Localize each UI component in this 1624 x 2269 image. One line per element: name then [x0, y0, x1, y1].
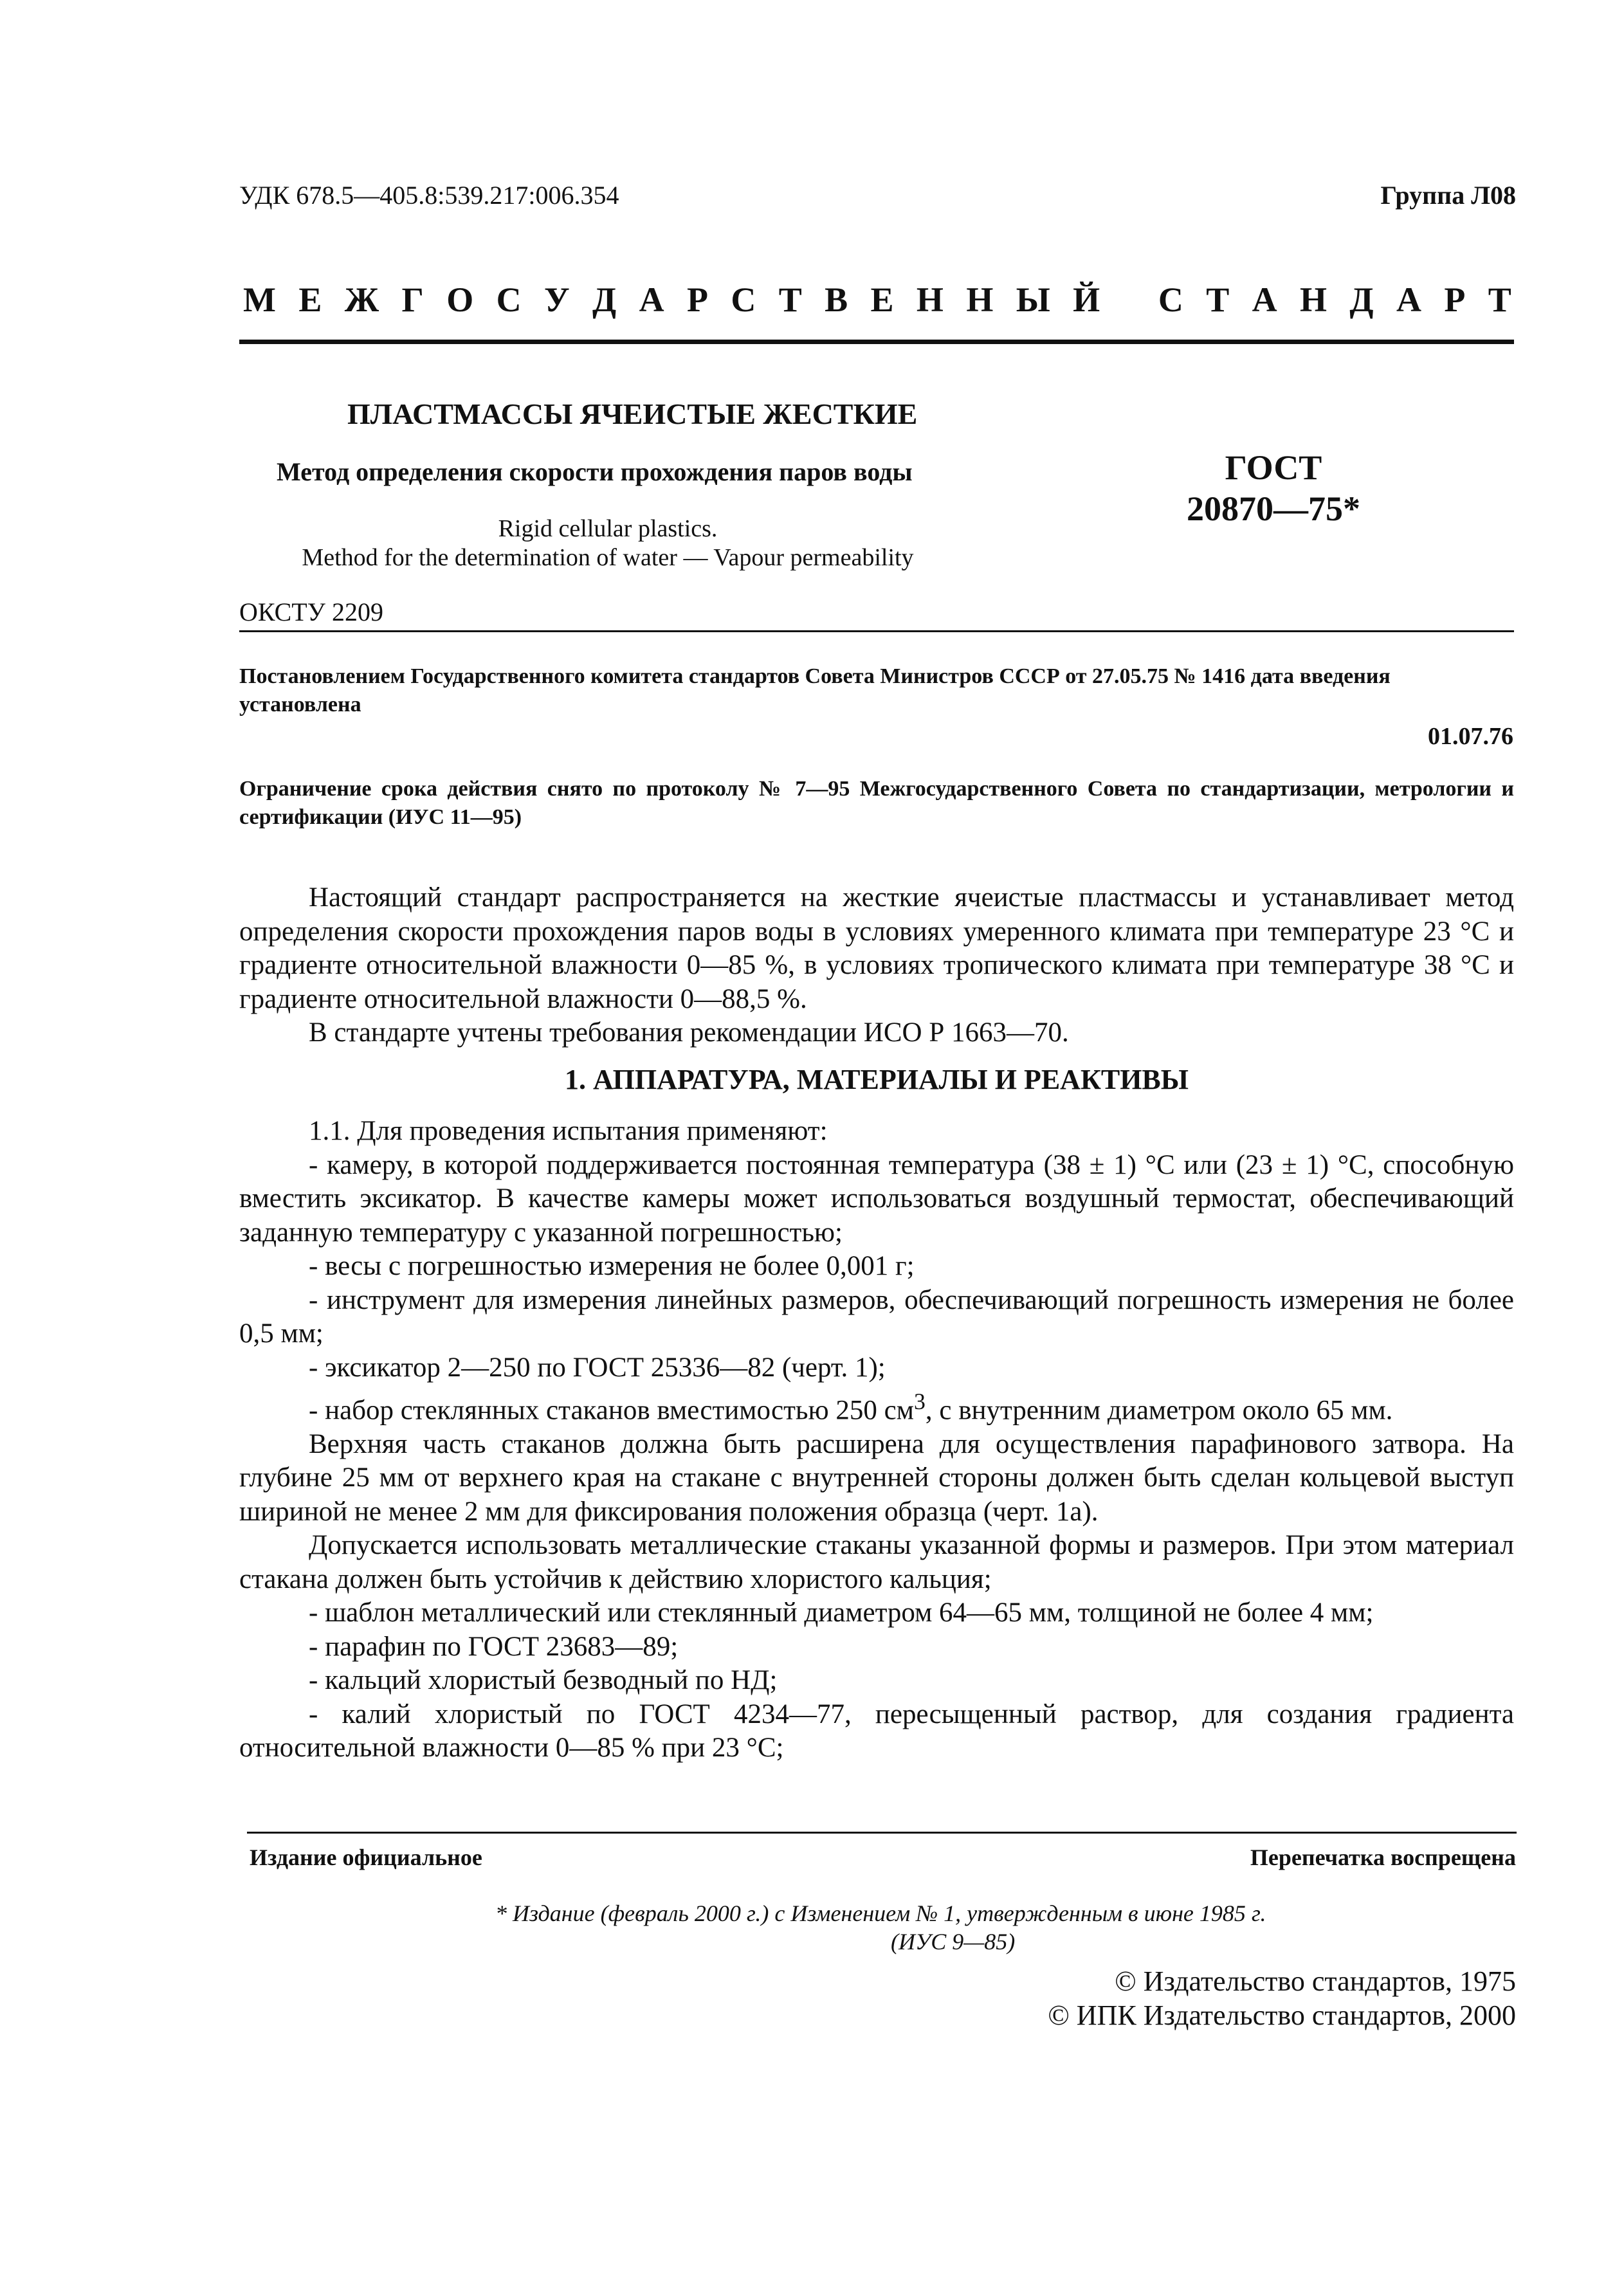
- banner-letter: Р: [1444, 280, 1466, 319]
- list-item: [239, 1385, 1514, 1428]
- edition-note: * Издание (февраль 2000 г.) с Изменением № 1, утвержденным в июне 1985 г.: [495, 1900, 1266, 1926]
- metal-glass-paragraph: Допускается использовать металлические стаканы указанной формы и размеров. При этом материал стакана должен быть устойчив к действию хлористого кальция;: [239, 1530, 1514, 1594]
- introduction-date: 01.07.76: [1428, 723, 1513, 750]
- official-edition-label: Издание официальное: [250, 1845, 482, 1870]
- banner-letter: Е: [298, 280, 322, 319]
- banner-letter: Т: [1488, 280, 1511, 319]
- footer-rule: [247, 1832, 1517, 1834]
- list-item: - камеру, в которой поддерживается постоянная температура (38 ± 1) °С или (23 ± 1) °С, способную вместить эксикатор. В качестве камеры может использоваться воздушный термостат, обеспечивающий заданную температуру с указанной погрешностью;: [239, 1149, 1514, 1248]
- list-item: - шаблон металлический или стеклянный диаметром 64—65 мм, толщиной не более 4 мм;: [309, 1598, 1374, 1628]
- banner-letter: Р: [686, 280, 708, 319]
- banner-letter: Ж: [344, 280, 379, 319]
- intro-paragraph: Настоящий стандарт распространяется на жесткие ячеистые пластмассы и устанавливает метод определения скорости прохождения паров воды в условиях умеренного климата при температуре 23 °С и градиенте относительной влажности 0—85 %, в условиях тропического климата при температуре 38 °С и градиенте относительной влажности 0—88,5 %.: [239, 882, 1514, 1014]
- banner-letter: А: [1252, 280, 1277, 319]
- banner-letter: Т: [1206, 280, 1230, 319]
- english-title-line1: Rigid cellular plastics.: [498, 515, 718, 542]
- oksty-code: ОКСТУ 2209: [239, 597, 384, 626]
- superscript: 3: [913, 1389, 926, 1414]
- list-item: - инструмент для измерения линейных размеров, обеспечивающий погрешность измерения не более 0,5 мм;: [239, 1284, 1514, 1349]
- banner-letter: О: [446, 280, 474, 319]
- list-item: - эксикатор 2—250 по ГОСТ 25336—82 (черт. 1);: [309, 1352, 886, 1383]
- banner-letter: А: [639, 280, 664, 319]
- banner-letter: В: [825, 280, 848, 319]
- group-code: Группа Л08: [1380, 181, 1516, 210]
- banner-letter: М: [243, 280, 276, 319]
- decree-text: Постановлением Государственного комитета стандартов Совета Министров СССР от 27.05.75 № 1416 дата введения установлена: [239, 664, 1391, 716]
- standard-banner: [243, 280, 1511, 320]
- banner-letter: Д: [1349, 280, 1374, 319]
- document-subtitle: Метод определения скорости прохождения паров воды: [277, 457, 913, 486]
- banner-letter: Ы: [1016, 280, 1050, 319]
- gost-designation: [1151, 447, 1396, 529]
- banner-letter: У: [544, 280, 570, 319]
- banner-letter: Т: [778, 280, 802, 319]
- list-item-text: , с внутренним диаметром около 65 мм.: [925, 1395, 1393, 1426]
- clause-1-1: 1.1. Для проведения испытания применяют:: [309, 1116, 828, 1146]
- section-heading: 1. АППАРАТУРА, МАТЕРИАЛЫ И РЕАКТИВЫ: [565, 1063, 1189, 1095]
- banner-letter: Н: [1300, 280, 1327, 319]
- gost-label: ГОСТ: [1225, 448, 1322, 487]
- reprint-prohibited-label: Перепечатка воспрещена: [1250, 1845, 1516, 1870]
- list-item: - весы с погрешностью измерения не более 0,001 г;: [309, 1251, 915, 1281]
- banner-letter: Н: [916, 280, 944, 319]
- glass-top-paragraph: Верхняя часть стаканов должна быть расширена для осуществления парафинового затвора. На глубине 25 мм от верхнего края на стакане с внутренней стороны должен быть сделан кольцевой выступ шириной не менее 2 мм для фиксирования положения образца (черт. 1а).: [239, 1428, 1514, 1527]
- banner-letter: С: [1158, 280, 1183, 319]
- banner-rule: [239, 340, 1514, 344]
- english-title-line2: Method for the determination of water — Vapour permeability: [302, 544, 914, 571]
- list-item: - калий хлористый по ГОСТ 4234—77, пересыщенный раствор, для создания градиента относительной влажности 0—85 % при 23 °С;: [239, 1699, 1514, 1763]
- limitation-note: Ограничение срока действия снято по протоколу № 7—95 Межгосударственного Совета по стандартизации, метрологии и сертификации (ИУС 11—95): [239, 777, 1514, 829]
- intro-paragraph-iso: В стандарте учтены требования рекомендации ИСО Р 1663—70.: [309, 1017, 1069, 1048]
- edition-note-ius: (ИУС 9—85): [891, 1929, 1016, 1955]
- copyright-1975: © Издательство стандартов, 1975: [1115, 1965, 1516, 1997]
- banner-letter: Н: [966, 280, 994, 319]
- gost-number: 20870—75*: [1187, 489, 1360, 528]
- udk-code: УДК 678.5—405.8:539.217:006.354: [239, 181, 619, 210]
- banner-letter: А: [1396, 280, 1421, 319]
- banner-letter: Г: [401, 280, 424, 319]
- document-body: [239, 881, 1514, 1765]
- banner-letter: Й: [1073, 280, 1100, 319]
- header-rule: [239, 630, 1514, 632]
- document-title: ПЛАСТМАССЫ ЯЧЕИСТЫЕ ЖЕСТКИЕ: [347, 397, 918, 430]
- list-item-text: - набор стеклянных стаканов вместимостью 250 см: [309, 1395, 914, 1426]
- copyright-2000: © ИПК Издательство стандартов, 2000: [1048, 2000, 1516, 2031]
- list-item: - парафин по ГОСТ 23683—89;: [309, 1631, 679, 1662]
- banner-letter: С: [496, 280, 522, 319]
- banner-gap: [1123, 280, 1136, 320]
- banner-letter: Е: [870, 280, 894, 319]
- list-item: - кальций хлористый безводный по НД;: [309, 1665, 778, 1696]
- banner-letter: Д: [592, 280, 617, 319]
- banner-letter: С: [731, 280, 756, 319]
